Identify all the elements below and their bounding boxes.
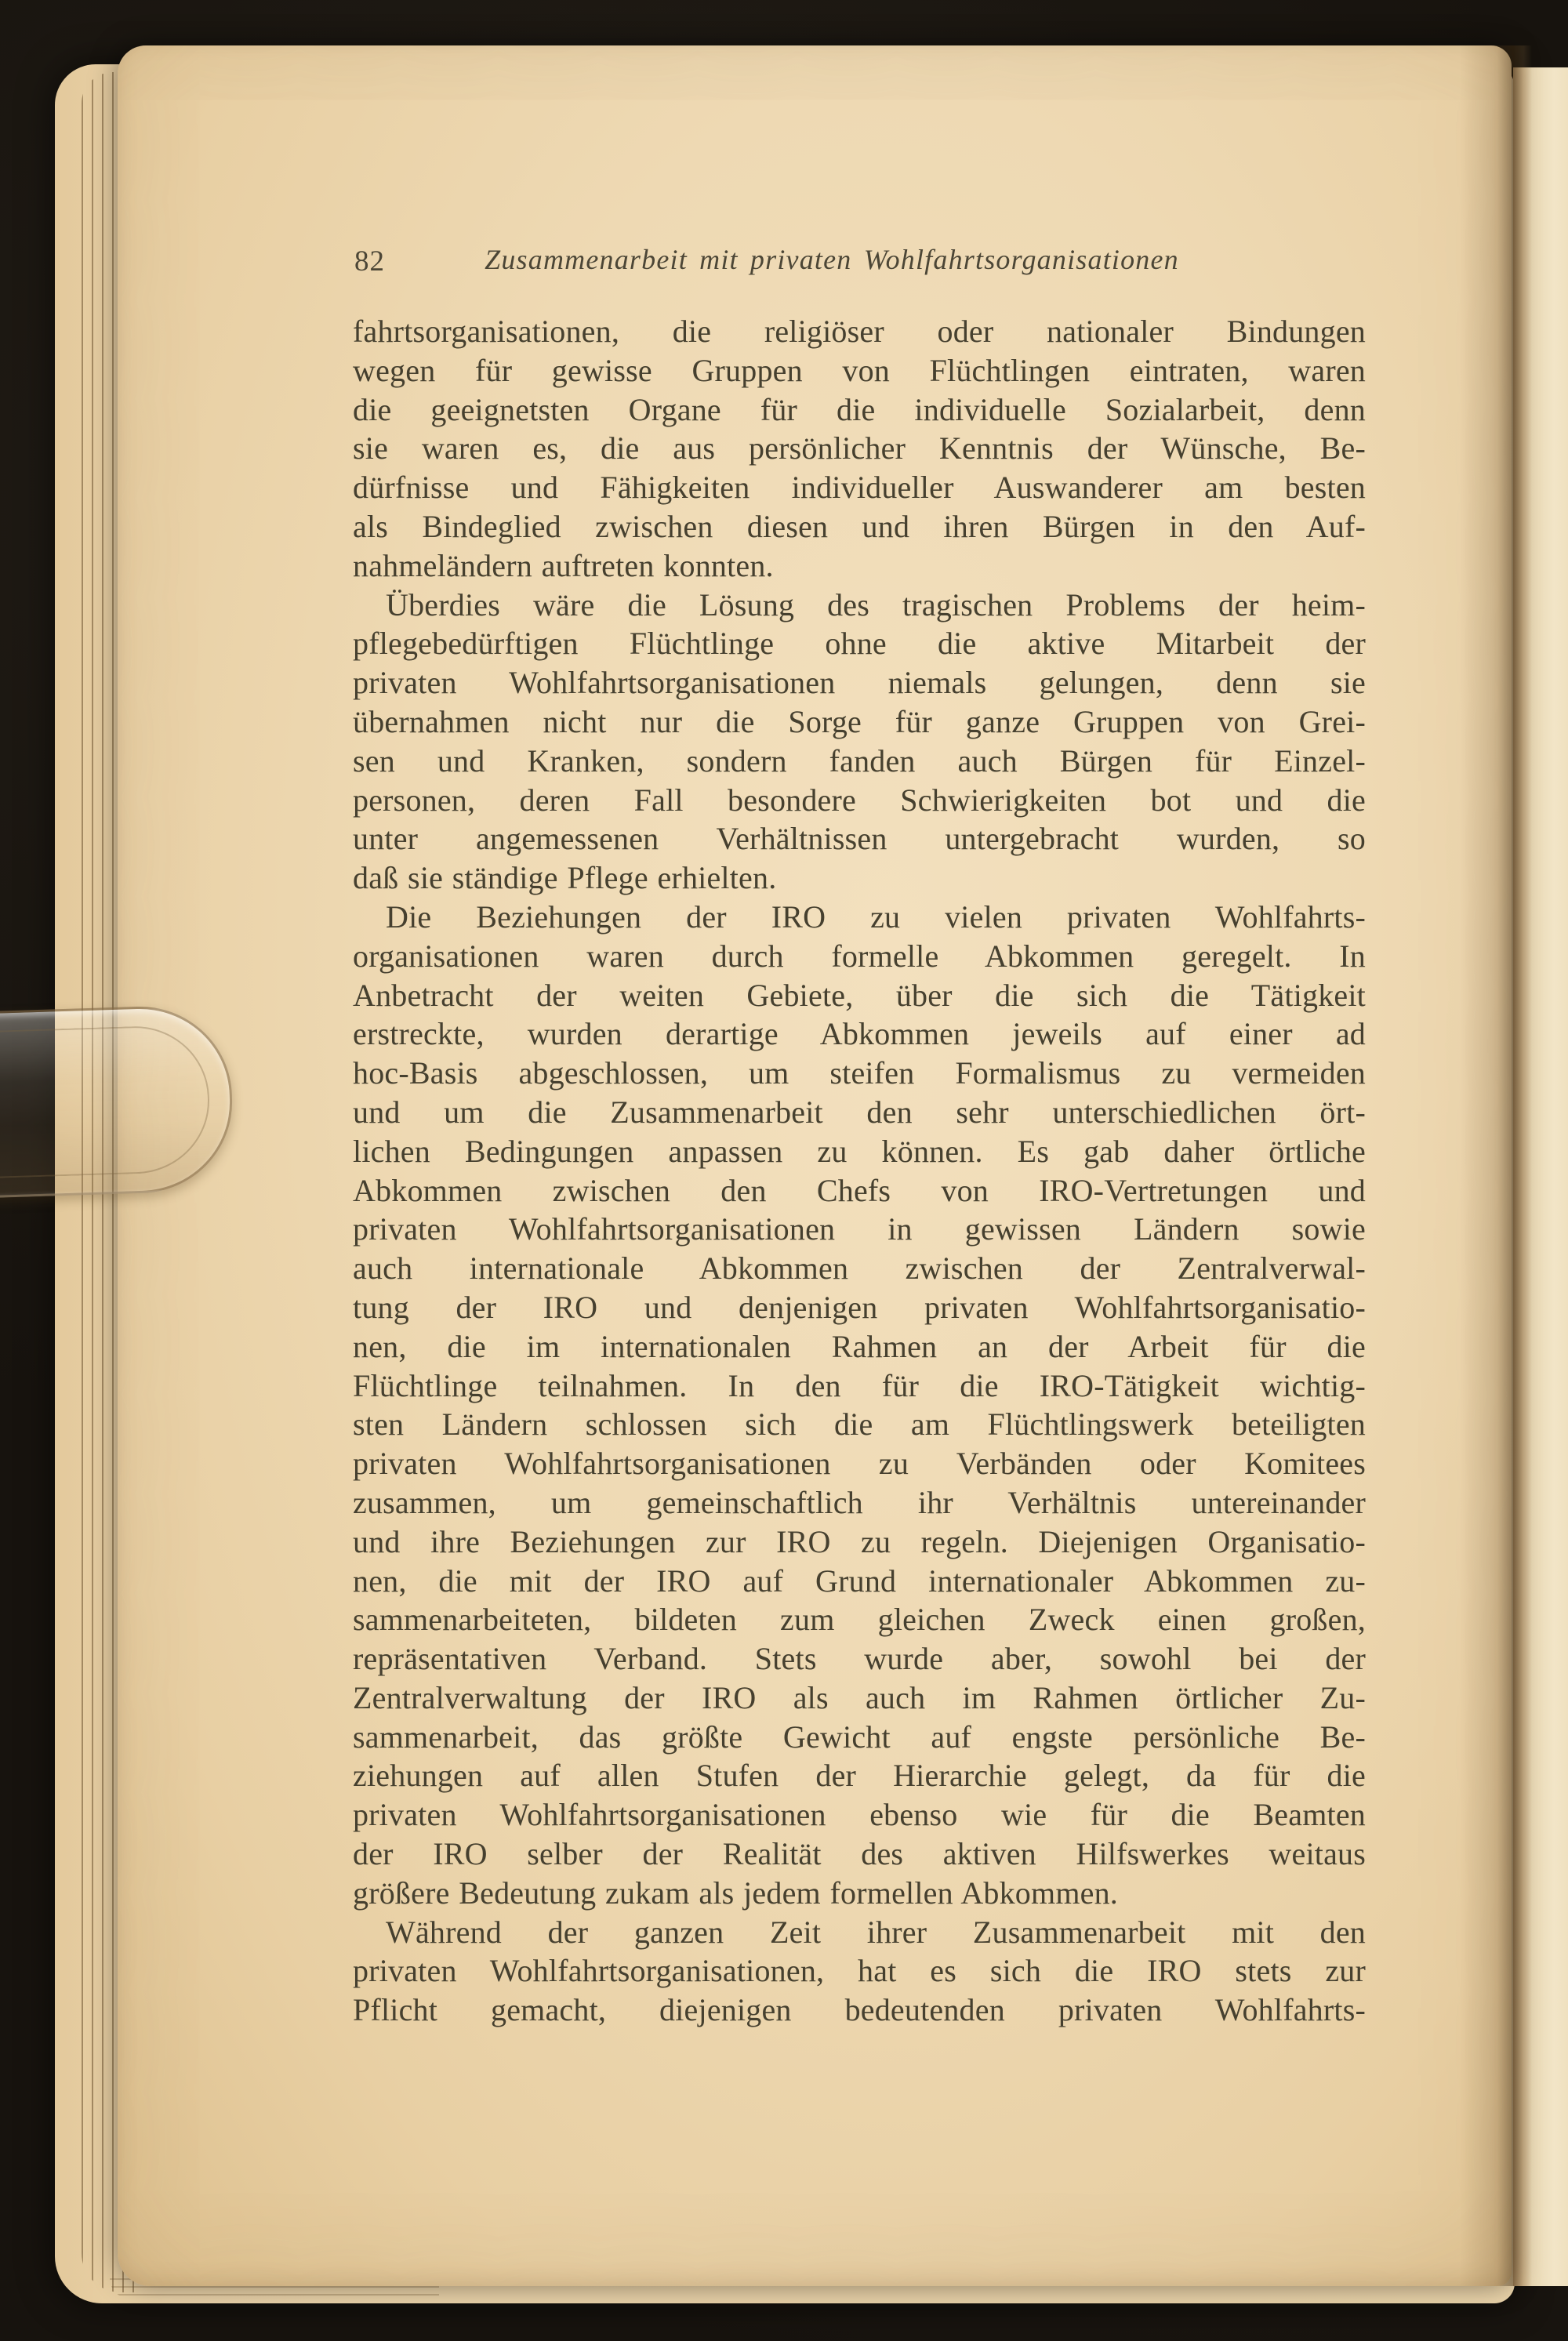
text-line: tung der IRO und denjenigen privaten Wohlfahrtsorganisatio-: [353, 1289, 1366, 1325]
text-line: fahrtsorganisationen, die religiöser oder nationaler Bindungen: [353, 314, 1366, 349]
text-line: erstreckte, wurden derartige Abkommen jeweils auf einer ad: [353, 1016, 1366, 1052]
text-line: sammenarbeit, das größte Gewicht auf engste persönliche Be-: [353, 1719, 1366, 1755]
body-text: [353, 312, 1366, 2030]
text-line: organisationen waren durch formelle Abkommen geregelt. In: [353, 938, 1366, 974]
text-line: privaten Wohlfahrtsorganisationen niemals gelungen, denn sie: [353, 665, 1366, 701]
text-line: Flüchtlinge teilnahmen. In den für die IRO-Tätigkeit wichtig-: [353, 1367, 1366, 1403]
text-line: sammenarbeiteten, bildeten zum gleichen Zweck einen großen,: [353, 1602, 1366, 1638]
text-line: lichen Bedingungen anpassen zu können. Es gab daher örtliche: [353, 1133, 1366, 1169]
text-line: daß sie ständige Pflege erhielten.: [353, 860, 777, 896]
text-line: Während der ganzen Zeit ihrer Zusammenarbeit mit den: [386, 1914, 1366, 1950]
text-line: auch internationale Abkommen zwischen der Zentralverwal-: [353, 1250, 1366, 1287]
page-clip: [0, 1004, 235, 1199]
text-line: Die Beziehungen der IRO zu vielen privaten Wohlfahrts-: [386, 898, 1366, 935]
text-line: unter angemessenen Verhältnissen untergebracht wurden, so: [353, 821, 1366, 857]
text-line: nen, die mit der IRO auf Grund internationaler Abkommen zu-: [353, 1562, 1366, 1599]
text-line: pflegebedürftigen Flüchtlinge ohne die aktive Mitarbeit der: [353, 626, 1366, 662]
text-line: Pflicht gemacht, diejenigen bedeutenden privaten Wohlfahrts-: [353, 1992, 1366, 2028]
text-line: der IRO selber der Realität des aktiven Hilfswerkes weitaus: [353, 1836, 1366, 1872]
text-line: und um die Zusammenarbeit den sehr unterschiedlichen ört-: [353, 1094, 1366, 1130]
text-line: wegen für gewisse Gruppen von Flüchtlingen eintraten, waren: [353, 352, 1366, 388]
text-line: Zentralverwaltung der IRO als auch im Rahmen örtlicher Zu-: [353, 1679, 1366, 1715]
text-line: nen, die im internationalen Rahmen an der Arbeit für die: [353, 1328, 1366, 1364]
text-line: dürfnisse und Fähigkeiten individueller Auswanderer am besten: [353, 470, 1366, 506]
page-number: 82: [354, 245, 385, 278]
text-line: nahmeländern auftreten konnten.: [353, 547, 774, 583]
text-line: ziehungen auf allen Stufen der Hierarchie gelegt, da für die: [353, 1758, 1366, 1794]
text-line: sten Ländern schlossen sich die am Flüchtlingswerk beteiligten: [353, 1406, 1366, 1443]
text-line: als Bindeglied zwischen diesen und ihren Bürgen in den Auf-: [353, 508, 1366, 544]
text-line: Abkommen zwischen den Chefs von IRO-Vertretungen und: [353, 1172, 1366, 1208]
text-line: sie waren es, die aus persönlicher Kenntnis der Wünsche, Be-: [353, 430, 1366, 466]
text-line: personen, deren Fall besondere Schwierigkeiten bot und die: [353, 782, 1366, 818]
text-line: und ihre Beziehungen zur IRO zu regeln. Diejenigen Organisatio-: [353, 1523, 1366, 1559]
book-page: [118, 45, 1512, 2286]
adjacent-page-edge: [1513, 67, 1568, 2286]
text-line: zusammen, um gemeinschaftlich ihr Verhältnis untereinander: [353, 1484, 1366, 1520]
running-head: [353, 243, 1366, 284]
running-header-title: Zusammenarbeit mit privaten Wohlfahrtsorganisationen: [485, 244, 1179, 275]
text-line: Überdies wäre die Lösung des tragischen Problems der heim-: [386, 586, 1366, 622]
text-line: repräsentativen Verband. Stets wurde aber, sowohl bei der: [353, 1641, 1366, 1677]
text-line: sen und Kranken, sondern fanden auch Bürgen für Einzel-: [353, 742, 1366, 779]
text-line: privaten Wohlfahrtsorganisationen ebenso wie für die Beamten: [353, 1797, 1366, 1833]
text-line: übernahmen nicht nur die Sorge für ganze Gruppen von Grei-: [353, 703, 1366, 739]
text-line: die geeignetsten Organe für die individuelle Sozialarbeit, denn: [353, 391, 1366, 427]
text-line: größere Bedeutung zukam als jedem formellen Abkommen.: [353, 1875, 1118, 1911]
text-line: privaten Wohlfahrtsorganisationen in gewissen Ländern sowie: [353, 1211, 1366, 1247]
text-line: privaten Wohlfahrtsorganisationen zu Verbänden oder Komitees: [353, 1446, 1366, 1482]
text-line: Anbetracht der weiten Gebiete, über die sich die Tätigkeit: [353, 977, 1366, 1013]
text-line: hoc-Basis abgeschlossen, um steifen Formalismus zu vermeiden: [353, 1055, 1366, 1091]
text-line: privaten Wohlfahrtsorganisationen, hat es sich die IRO stets zur: [353, 1953, 1366, 1989]
